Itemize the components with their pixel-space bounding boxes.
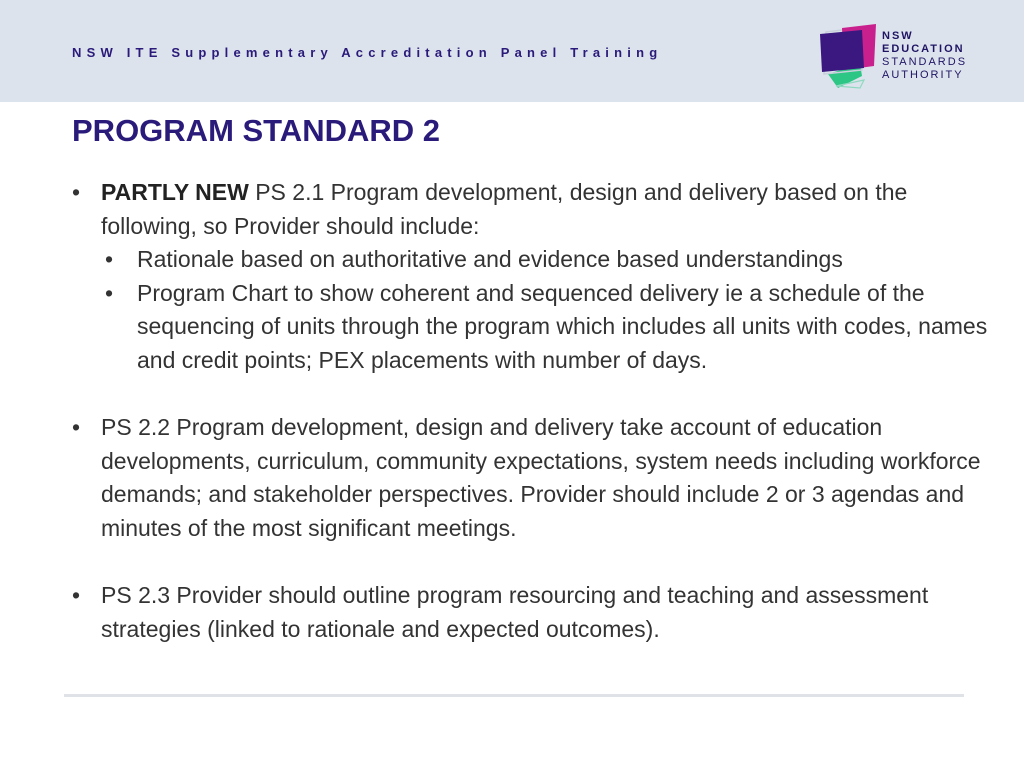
bullet-icon: • [72, 414, 81, 441]
bullet-icon: • [105, 279, 114, 306]
bullet-icon: • [72, 179, 81, 205]
presentation-title: NSW ITE Supplementary Accreditation Panel Training [72, 45, 663, 60]
logo-line: EDUCATION [882, 43, 965, 55]
slide-title: PROGRAM STANDARD 2 [72, 113, 440, 148]
logo-wordmark [882, 30, 967, 82]
sub-bullet-text: Rationale based on authoritative and evidence based understandings [137, 246, 843, 273]
bullet-text: PS 2.3 Provider should outline program resourcing and teaching and assessment strategies (linked to rationale and expected outcomes). [101, 582, 929, 642]
bullet-lead: PARTLY NEW [101, 179, 249, 205]
bullet-text: PS 2.1 Program development, design and delivery based on the following, so Provider should include: [101, 179, 908, 239]
sub-bullet-text: Program Chart to show coherent and sequenced delivery ie a schedule of the sequencing of units through the program which includes all units with codes, names and credit points; PEX placements with number of days. [137, 279, 988, 373]
nesa-logo [818, 22, 978, 92]
bullet-item [72, 176, 992, 243]
logo-line: STANDARDS [882, 56, 968, 68]
bullet-text: PS 2.2 Program development, design and delivery take account of education developments, curriculum, community expectations, system needs including workforce demands; and stakeholder perspectives. Provider should include 2 or 3 agendas and minutes of the most significant meetings. [101, 414, 981, 541]
bullet-icon: • [105, 246, 114, 273]
sub-bullet-item [101, 277, 992, 378]
bullet-item [72, 411, 992, 545]
bullet-icon: • [72, 582, 81, 609]
sub-bullet-item [101, 243, 992, 277]
bullet-list [72, 176, 992, 646]
logo-line: NSW [882, 30, 914, 42]
nesa-logo-mark-icon [818, 22, 880, 92]
bullet-item [72, 579, 992, 646]
logo-line: AUTHORITY [882, 69, 964, 81]
footer-divider [64, 694, 964, 697]
